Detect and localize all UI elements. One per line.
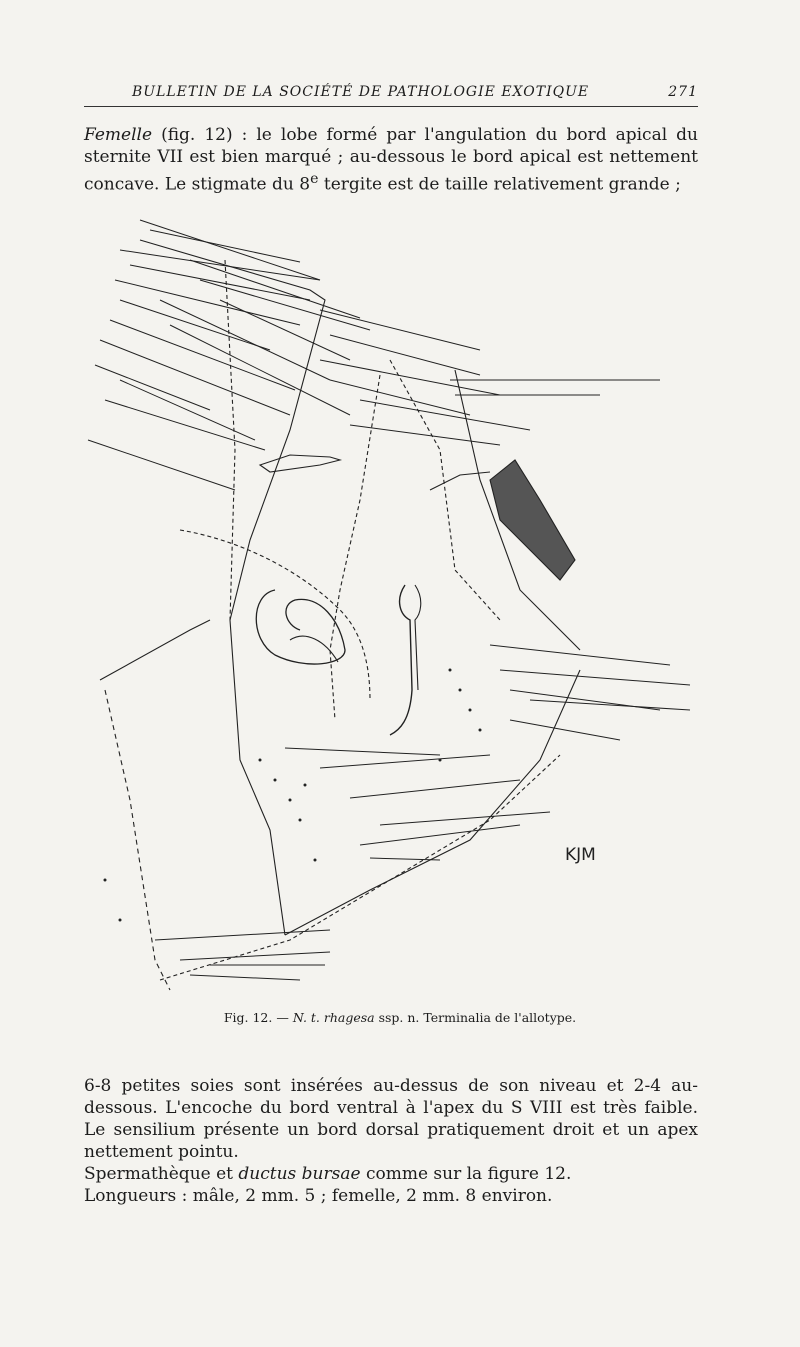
top-paragraph [84,124,698,196]
running-header [84,84,698,107]
top-paragraph-end: tergite est de taille relativement grande ; [318,174,681,195]
page-number: 271 [668,84,698,100]
spermatheque-pre: Spermathèque et [84,1164,239,1184]
figure-caption [0,1010,800,1025]
spermatheque-post: comme sur la figure 12. [360,1164,572,1184]
caption-prefix: Fig. 12. — [223,1010,293,1025]
spermatheque-line [84,1163,698,1185]
sensilium [490,460,575,580]
inner-curve [180,530,370,700]
lower-outline [285,670,580,935]
ventral-outline [100,620,210,680]
ductus-bursae [390,585,412,735]
sternite-outline [140,240,325,935]
bottom-paragraph-text: 6-8 petites soies sont insérées au-dessus de son niveau et 2-4 au-dessous. L'encoche du bord ventral à l'apex du S VIII est très faible. Le sensilium présente un bord dorsal pratiquement droit et un apex nettement pointu. [84,1076,698,1162]
central-outline [330,375,380,720]
journal-title: BULLETIN DE LA SOCIÉTÉ DE PATHOLOGIE EXOTIQUE [132,84,590,100]
femelle-label: Femelle [84,125,153,145]
stigma [260,455,340,472]
lower-dashed [160,755,560,980]
ordinal-superscript: e [310,171,319,187]
ductus-bursae-label: ductus bursae [238,1164,361,1184]
terminalia-figure [60,200,740,1000]
caption-species: N. t. rhagesa [292,1010,375,1025]
bottom-paragraph [84,1075,698,1207]
illustrator-signature: KJM [565,845,596,865]
ventral-edge [105,690,170,990]
top-paragraph-text: (fig. 12) : le lobe formé par l'angulation du bord apical du sternite VII est bien marqué ; au-dessous le bord apical est nettement concave. Le stigmate du 8 [84,125,698,195]
longueurs-line: Longueurs : mâle, 2 mm. 5 ; femelle, 2 mm. 8 environ. [84,1186,553,1206]
caption-suffix: ssp. n. Terminalia de l'allotype. [374,1010,577,1025]
